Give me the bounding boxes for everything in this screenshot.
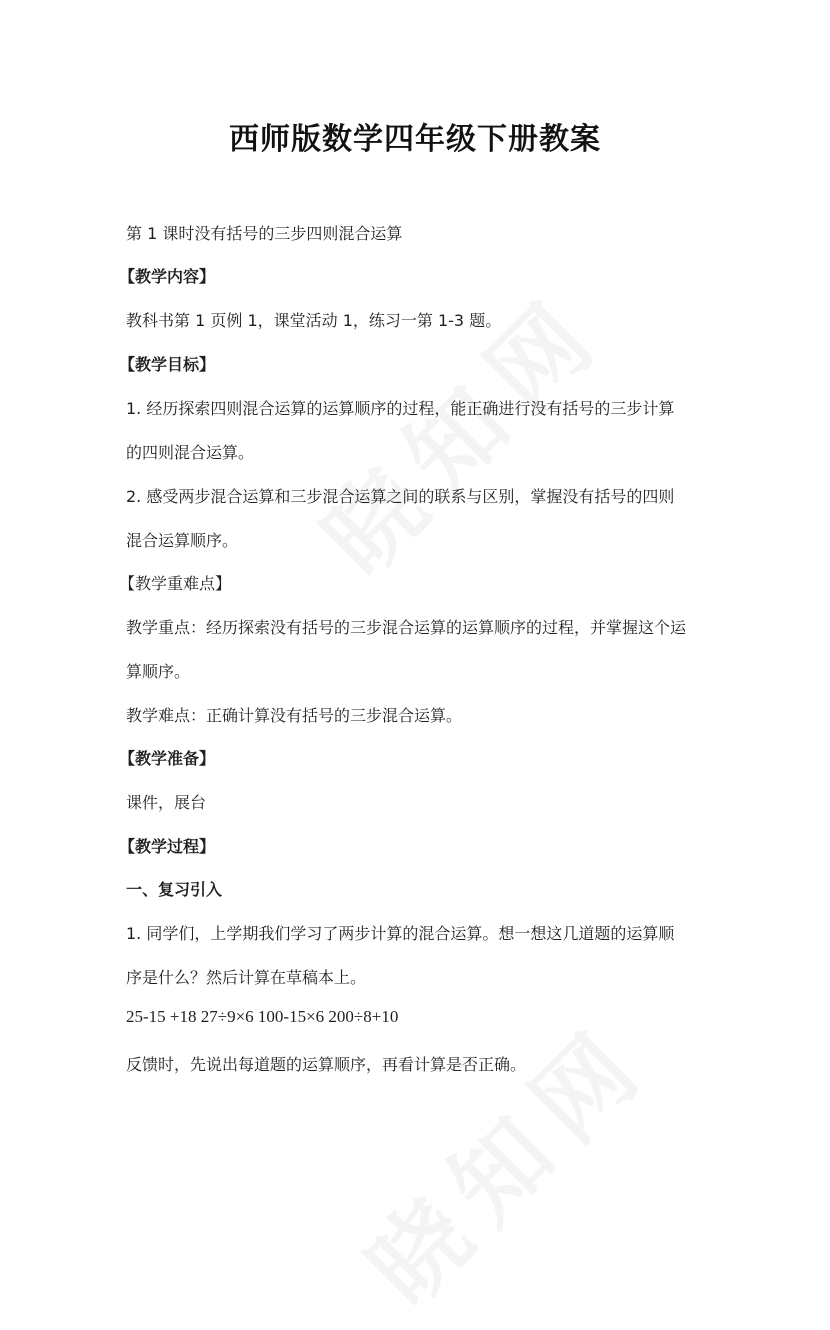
step1-heading: 一、复习引入	[126, 880, 223, 899]
watermark-bottom	[333, 987, 676, 1330]
prep-text: 课件，展台	[126, 793, 207, 812]
lesson-title: 第 1 课时没有括号的三步四则混合运算	[126, 224, 403, 243]
goal2-line2: 混合运算顺序。	[126, 531, 239, 550]
step1-line1: 1. 同学们，上学期我们学习了两步计算的混合运算。想一想这几道题的运算顺	[126, 924, 675, 943]
content-text: 教科书第 1 页例 1，课堂活动 1，练习一第 1-3 题。	[126, 311, 502, 330]
content-heading: 【教学内容】	[119, 267, 216, 286]
key-line2: 算顺序。	[126, 662, 191, 681]
keypoints-heading: 【教学重难点】	[119, 574, 232, 593]
feedback-text: 反馈时，先说出每道题的运算顺序，再看计算是否正确。	[126, 1055, 527, 1074]
goals-heading: 【教学目标】	[119, 355, 216, 374]
process-heading: 【教学过程】	[119, 837, 216, 856]
step1-line2: 序是什么？然后计算在草稿本上。	[126, 968, 367, 987]
page-title: 西师版数学四年级下册教案	[229, 122, 601, 157]
difficult-line: 教学难点：正确计算没有括号的三步混合运算。	[126, 706, 463, 725]
goal1-line2: 的四则混合运算。	[126, 443, 255, 462]
goal2-line1: 2. 感受两步混合运算和三步混合运算之间的联系与区别，掌握没有括号的四则	[126, 487, 675, 506]
prep-heading: 【教学准备】	[119, 749, 216, 768]
practice-formulas: 25-15 +18 27÷9×6 100-15×6 200÷8+10	[126, 1007, 399, 1026]
key-line1: 教学重点：经历探索没有括号的三步混合运算的运算顺序的过程，并掌握这个运	[126, 618, 687, 637]
goal1-line1: 1. 经历探索四则混合运算的运算顺序的过程，能正确进行没有括号的三步计算	[126, 399, 675, 418]
